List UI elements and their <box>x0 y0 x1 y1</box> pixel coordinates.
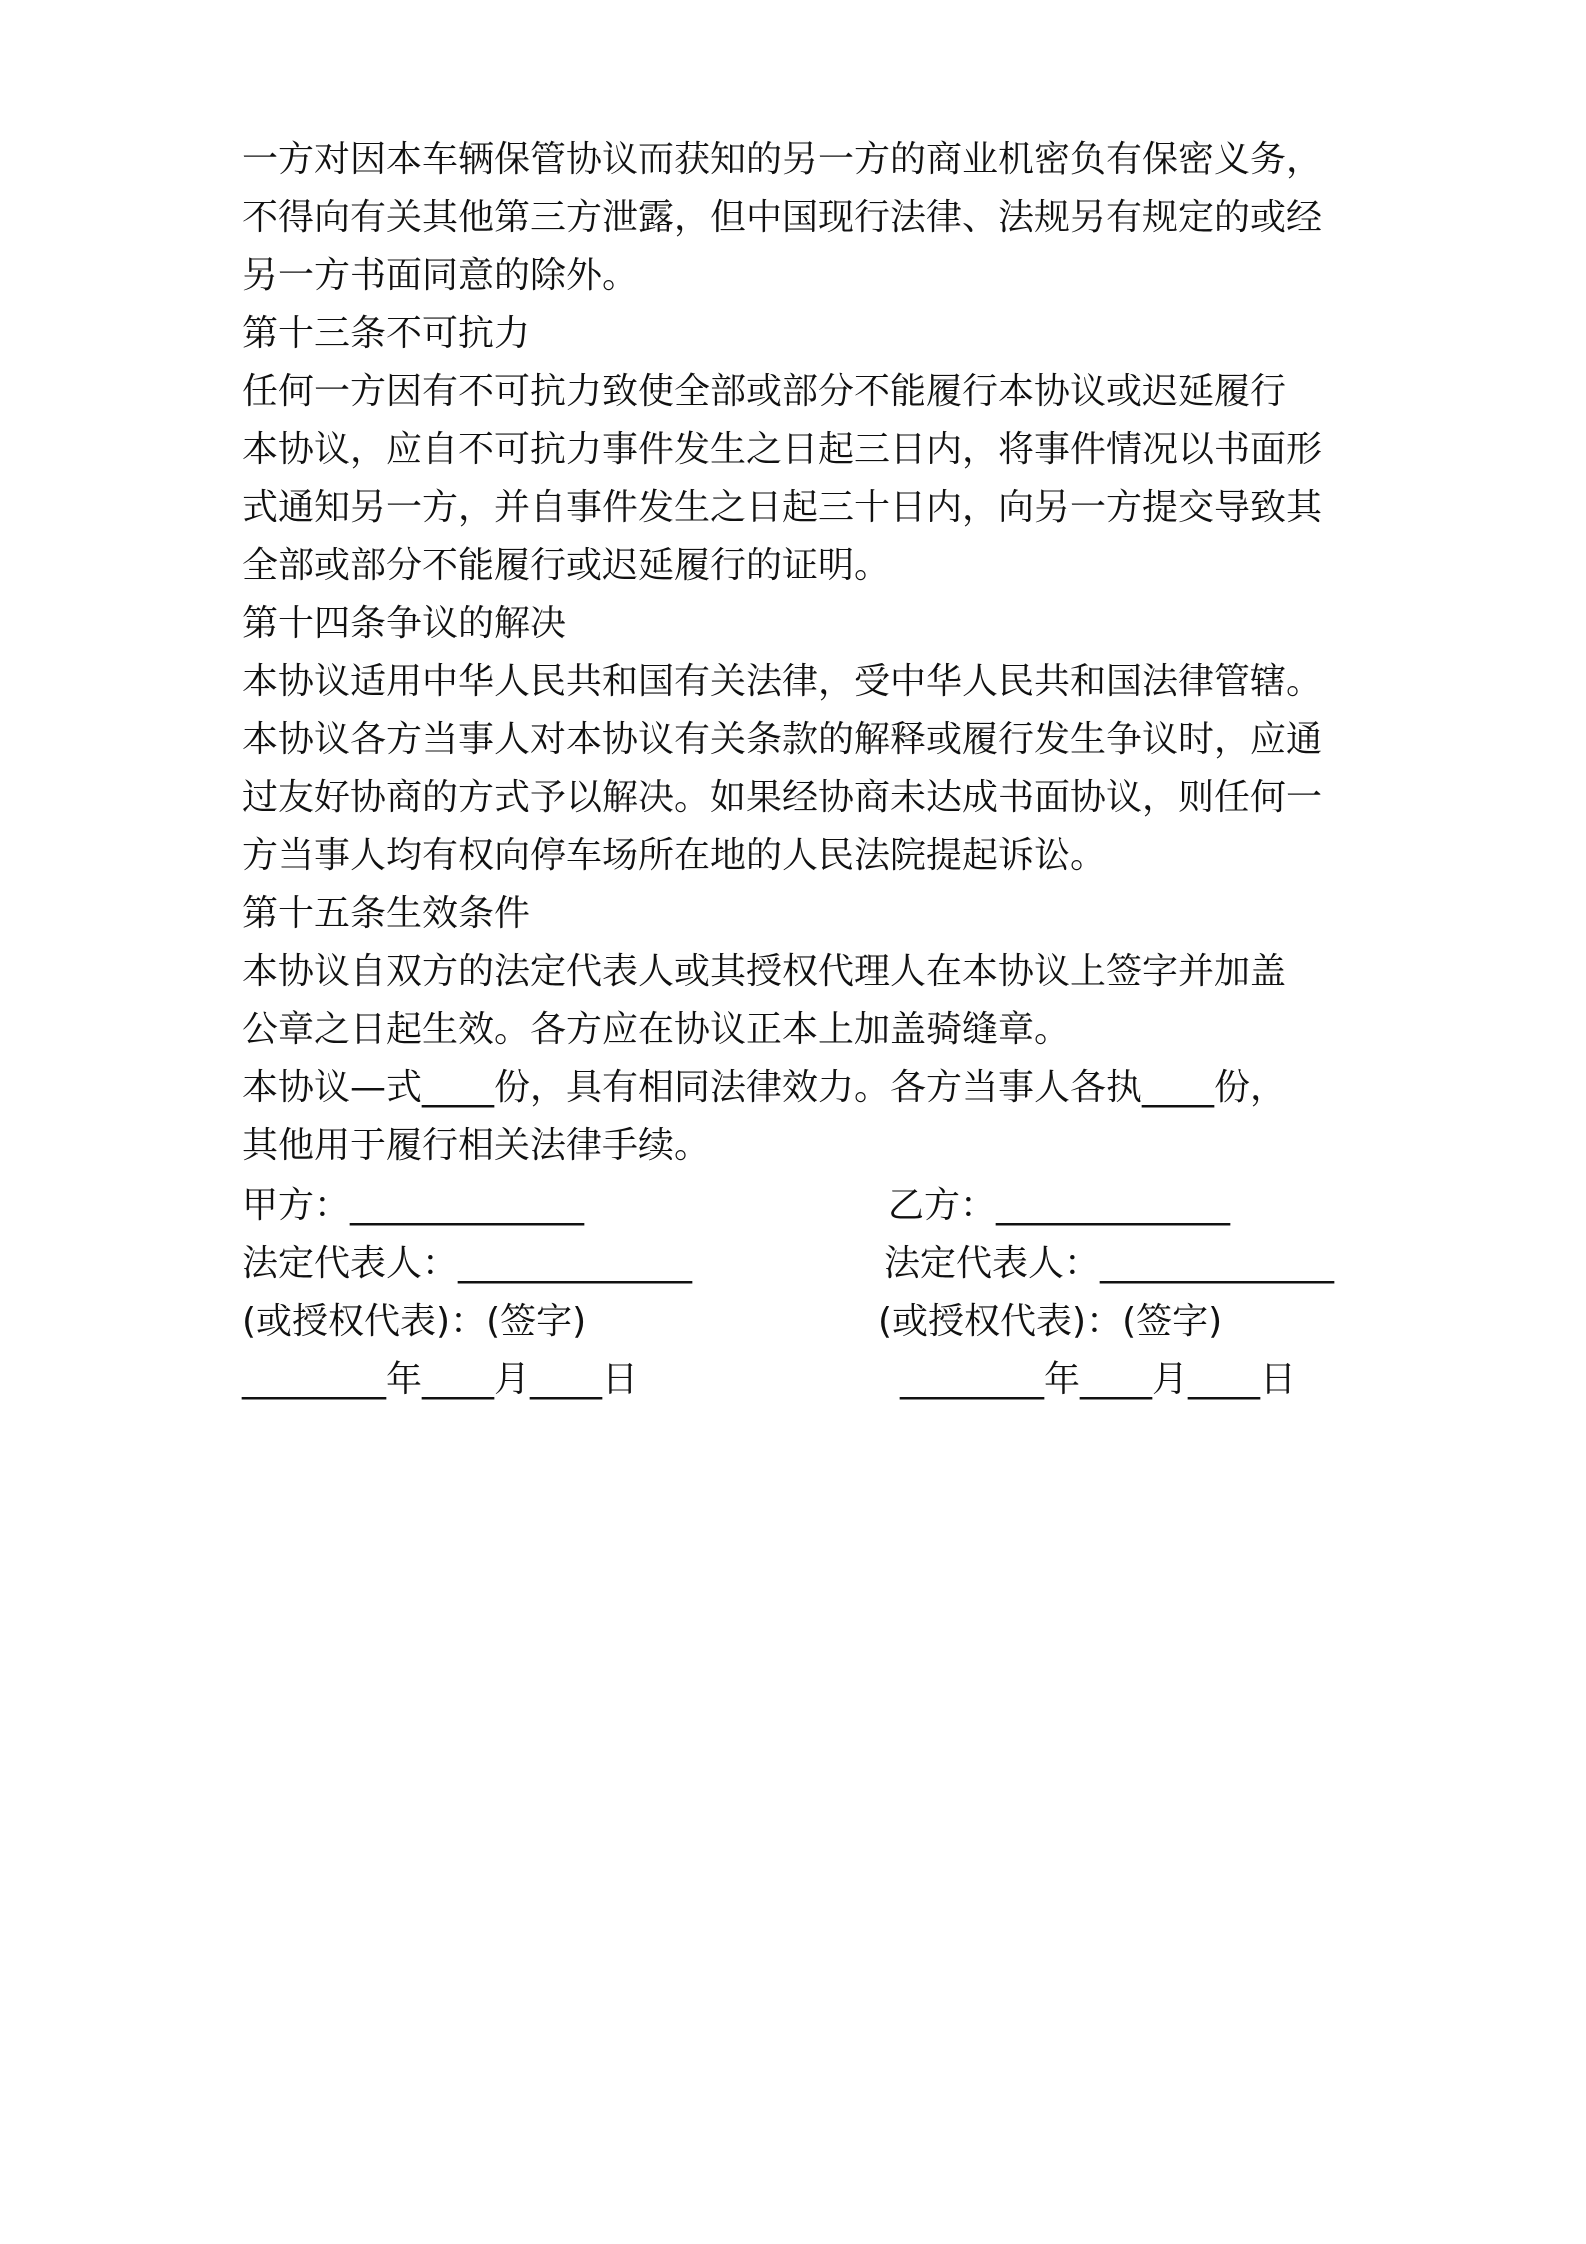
party-b-name-field: 乙方：_____________ <box>888 1185 1231 1226</box>
intro-line-3: 另一方书面同意的除外。 <box>242 255 639 296</box>
article-15-line-3: 本协议—式____份，具有相同法律效力。各方当事人各执____份， <box>242 1067 1287 1108</box>
article-13-line-4: 全部或部分不能履行或迟延履行的证明。 <box>242 545 891 586</box>
party-b-rep-field: 法定代表人：_____________ <box>884 1243 1335 1284</box>
article-14-line-3: 过友好协商的方式予以解决。如果经协商未达成书面协议，则任何一 <box>242 777 1323 818</box>
article-14-line-2: 本协议各方当事人对本协议有关条款的解释或履行发生争议时，应通 <box>242 719 1323 760</box>
article-14-line-4: 方当事人均有权向停车场所在地的人民法院提起诉讼。 <box>242 835 1107 876</box>
article-15-line-2: 公章之日起生效。各方应在协议正本上加盖骑缝章。 <box>242 1009 1071 1050</box>
article-13-line-2: 本协议，应自不可抗力事件发生之日起三日内，将事件情况以书面形 <box>242 429 1323 470</box>
intro-line-2: 不得向有关其他第三方泄露，但中国现行法律、法规另有规定的或经 <box>242 197 1323 238</box>
party-a-date-field: ________年____月____日 <box>242 1359 638 1400</box>
article-15-line-4: 其他用于履行相关法律手续。 <box>242 1125 711 1166</box>
article-13-line-1: 任何一方因有不可抗力致使全部或部分不能履行本协议或迟延履行 <box>242 371 1287 412</box>
article-15-heading: 第十五条生效条件 <box>242 893 531 934</box>
party-a-auth-field: (或授权代表)：(签字) <box>242 1301 587 1342</box>
article-15-line-1: 本协议自双方的法定代表人或其授权代理人在本协议上签字并加盖 <box>242 951 1287 992</box>
intro-line-1: 一方对因本车辆保管协议而获知的另一方的商业机密负有保密义务， <box>242 139 1323 180</box>
party-b-date-field: ________年____月____日 <box>900 1359 1296 1400</box>
article-13-heading: 第十三条不可抗力 <box>242 313 531 354</box>
article-14-heading: 第十四条争议的解决 <box>242 603 567 644</box>
party-b-auth-field: (或授权代表)：(签字) <box>878 1301 1223 1342</box>
article-14-line-1: 本协议适用中华人民共和国有关法律，受中华人民共和国法律管辖。 <box>242 661 1323 702</box>
party-a-name-field: 甲方：_____________ <box>242 1185 585 1226</box>
party-a-rep-field: 法定代表人：_____________ <box>242 1243 693 1284</box>
article-13-line-3: 式通知另一方，并自事件发生之日起三十日内，向另一方提交导致其 <box>242 487 1323 528</box>
